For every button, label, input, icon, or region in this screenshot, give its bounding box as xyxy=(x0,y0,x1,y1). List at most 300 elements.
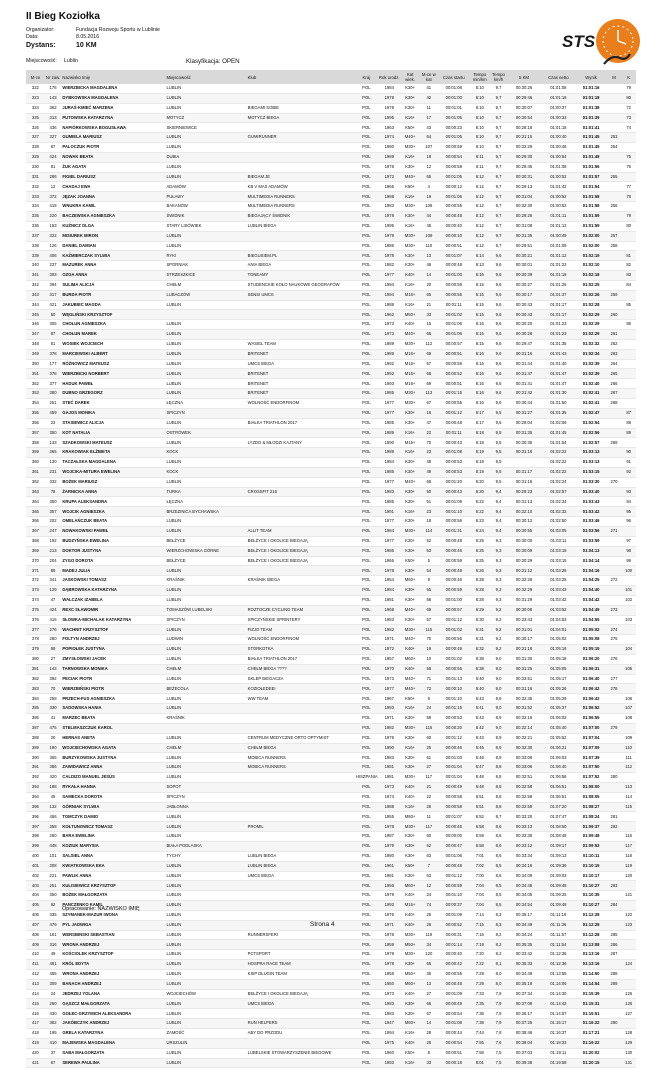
table-cell: 378 xyxy=(45,349,62,359)
table-cell: KWIATKOWSKA EKA xyxy=(61,861,165,871)
table-cell xyxy=(621,310,636,320)
table-cell: 8,7 xyxy=(490,812,507,822)
table-cell: 280 xyxy=(607,773,622,783)
table-cell: 00:39:38 xyxy=(507,1058,541,1068)
table-cell: 6:18 xyxy=(469,428,490,438)
table-cell: POL xyxy=(355,704,378,714)
table-cell: 00:32:58 xyxy=(507,782,541,792)
table-cell: 01:01:54 xyxy=(541,438,575,448)
table-cell: 1983 xyxy=(378,487,401,497)
table-cell: WASIEL TEAM xyxy=(247,339,355,349)
table-cell: KOŁTUNOWICZ TOMASZ xyxy=(61,822,165,832)
table-cell: 00:00:48 xyxy=(438,979,469,989)
table-cell xyxy=(621,812,636,822)
table-cell: 01:03:42 xyxy=(541,595,575,605)
table-cell: 01:01:40 xyxy=(541,359,575,369)
table-cell: POL xyxy=(355,438,378,448)
table-cell xyxy=(607,251,622,261)
table-cell: 01:01:45 xyxy=(576,133,607,143)
table-cell: 6:16 xyxy=(469,349,490,359)
table-cell: WOLNOŚĆ ENDORFINOM xyxy=(247,635,355,645)
table-cell: MAZUREK ANNA xyxy=(61,261,165,271)
table-cell: BRITENET xyxy=(247,379,355,389)
table-cell: 68 xyxy=(419,369,438,379)
table-cell: 337 xyxy=(26,231,45,241)
table-cell xyxy=(247,152,355,162)
logo-text: STS xyxy=(562,32,596,51)
table-cell: BEŁŻYCE I OKOLICE BIEGAJĄ xyxy=(247,989,355,999)
table-cell xyxy=(621,969,636,979)
table-cell: WNUKRA KAMIL xyxy=(61,202,165,212)
table-row xyxy=(26,497,636,507)
table-cell: 1985 xyxy=(378,418,401,428)
table-cell: POL xyxy=(355,723,378,733)
table-cell: 62 xyxy=(45,901,62,911)
table-cell: 01:02:40 xyxy=(576,379,607,389)
table-cell: 6:10 xyxy=(469,113,490,123)
table-cell xyxy=(621,635,636,645)
table-cell: 9,5 xyxy=(490,438,507,448)
table-cell: K30+ xyxy=(401,162,420,172)
table-cell: 01:06:03 xyxy=(541,753,575,763)
table-cell xyxy=(247,723,355,733)
table-cell: 89 xyxy=(621,428,636,438)
table-cell: 131 xyxy=(621,1058,636,1068)
table-cell: 00:00:49 xyxy=(438,645,469,655)
table-cell xyxy=(247,458,355,468)
table-cell: MOBICA RUNNERS xyxy=(247,753,355,763)
table-cell: 00:00:58 xyxy=(438,802,469,812)
table-cell: 1973 xyxy=(378,330,401,340)
table-cell: 7:33 xyxy=(469,989,490,999)
table-cell: 1993 xyxy=(378,901,401,911)
table-cell: 01:02:24 xyxy=(541,477,575,487)
table-cell: 01:03:18 xyxy=(541,546,575,556)
table-cell xyxy=(607,999,622,1009)
table-cell: 00:33:43 xyxy=(507,615,541,625)
table-cell: POL xyxy=(355,320,378,330)
table-cell: LUBLIN xyxy=(165,763,246,773)
table-row xyxy=(26,714,636,724)
table-cell xyxy=(247,773,355,783)
table-cell: 1971 xyxy=(378,714,401,724)
table-cell xyxy=(607,763,622,773)
table-cell: 00:32:16 xyxy=(507,714,541,724)
table-row xyxy=(26,1058,636,1068)
table-cell: M16+ xyxy=(401,369,420,379)
table-cell: 01:04:01 xyxy=(541,625,575,635)
table-cell: 6:23 xyxy=(469,517,490,527)
table-cell xyxy=(607,615,622,625)
table-cell: CHEŁM xyxy=(165,664,246,674)
table-cell: HISZPANIA xyxy=(355,773,378,783)
table-cell: 357 xyxy=(45,507,62,517)
table-cell: LUBLIN xyxy=(165,832,246,842)
table-cell: 00:01:02 xyxy=(438,654,469,664)
table-cell: 286 xyxy=(607,940,622,950)
meta-row xyxy=(26,42,160,49)
table-cell: 28 xyxy=(419,1038,438,1048)
table-cell: 00:01:09 xyxy=(438,989,469,999)
table-cell: 6:58 xyxy=(469,822,490,832)
table-cell: ŁĘCZNA xyxy=(165,399,246,409)
table-cell xyxy=(621,241,636,251)
table-cell: 269 xyxy=(607,438,622,448)
table-cell: MADEJ JULIA xyxy=(61,566,165,576)
column-header: Nr zaw. xyxy=(45,70,62,84)
table-cell: POL xyxy=(355,497,378,507)
table-cell: KRAŚNIK xyxy=(165,576,246,586)
table-cell: BRITENET xyxy=(247,389,355,399)
table-cell: 70 xyxy=(45,684,62,694)
table-row xyxy=(26,103,636,113)
table-cell: 00:01:00 xyxy=(438,595,469,605)
table-cell: 87 xyxy=(45,330,62,340)
table-cell: K16+ xyxy=(401,1058,420,1068)
table-cell: 82 xyxy=(621,261,636,271)
table-row xyxy=(26,438,636,448)
table-row xyxy=(26,1019,636,1029)
table-cell xyxy=(607,989,622,999)
table-cell: 6:12 xyxy=(469,221,490,231)
table-cell: M30+ xyxy=(401,231,420,241)
table-cell xyxy=(607,792,622,802)
table-cell xyxy=(607,664,622,674)
table-cell: POL xyxy=(355,1048,378,1058)
table-cell: 67 xyxy=(419,1009,438,1019)
table-cell: 01:02:32 xyxy=(541,507,575,517)
table-cell: OMELAŃCZUK BEATA xyxy=(61,517,165,527)
table-cell: WERSBINSKI SEBASTIAN xyxy=(61,930,165,940)
table-cell: 46 xyxy=(419,261,438,271)
table-cell: K30+ xyxy=(401,497,420,507)
table-cell: POL xyxy=(355,231,378,241)
table-cell: 22 xyxy=(419,792,438,802)
table-cell: 430 xyxy=(45,1009,62,1019)
table-cell: 01:02:41 xyxy=(576,399,607,409)
table-cell: M30+ xyxy=(401,202,420,212)
table-cell: 00:01:02 xyxy=(438,625,469,635)
table-cell: 01:09:48 xyxy=(541,881,575,891)
table-cell xyxy=(621,901,636,911)
table-cell: 23 xyxy=(45,418,62,428)
table-cell: 53 xyxy=(419,546,438,556)
table-cell: K50+ xyxy=(401,556,420,566)
table-cell: 00:01:13 xyxy=(438,674,469,684)
table-cell: KB V MAX ADAMÓW xyxy=(247,182,355,192)
place-line xyxy=(26,58,240,65)
table-cell: CHEŁM xyxy=(165,280,246,290)
table-cell: UMCS BIEGA xyxy=(247,359,355,369)
table-cell: 111 xyxy=(621,753,636,763)
table-cell: WIERZBICKI NORBERT xyxy=(61,369,165,379)
table-cell: LUBLIN xyxy=(165,231,246,241)
table-cell: 12 xyxy=(45,182,62,192)
table-cell: 00:00:58 xyxy=(438,792,469,802)
table-row xyxy=(26,1009,636,1019)
meta-value: Fundacja Rozwoju Sportu w Lublinie xyxy=(76,27,160,33)
table-cell: KOT NATALIA xyxy=(61,428,165,438)
table-cell: 70 xyxy=(419,438,438,448)
table-cell: 00:00:53 xyxy=(438,467,469,477)
table-cell: 37 xyxy=(45,1048,62,1058)
table-cell: 394 xyxy=(26,792,45,802)
table-cell: 01:05:52 xyxy=(541,733,575,743)
table-cell: PCTSPORT xyxy=(247,950,355,960)
table-cell: K30+ xyxy=(401,458,420,468)
table-cell: 00:01:12 xyxy=(438,733,469,743)
table-cell: PANCZENKO KAMIL xyxy=(61,901,165,911)
table-cell: 260 xyxy=(45,832,62,842)
table-cell: 00:31:29 xyxy=(507,595,541,605)
table-cell: 101 xyxy=(621,586,636,596)
table-cell: CHEŁM xyxy=(165,743,246,753)
table-cell: 00:31:08 xyxy=(507,221,541,231)
table-cell: 79 xyxy=(621,84,636,93)
table-cell: 317 xyxy=(45,290,62,300)
table-cell: 00:30:07 xyxy=(507,103,541,113)
table-cell: 406 xyxy=(45,251,62,261)
table-cell: 85 xyxy=(621,300,636,310)
table-cell: 1973 xyxy=(378,782,401,792)
table-cell: 01:01:45 xyxy=(541,428,575,438)
table-cell: LUBLIN xyxy=(165,84,246,93)
table-cell: 94 xyxy=(621,497,636,507)
table-cell: 01:04:53 xyxy=(541,615,575,625)
table-cell: 01:03:40 xyxy=(576,487,607,497)
table-cell: GOŁEC-GRZYMICH ALEKSANDRA xyxy=(61,1009,165,1019)
table-cell xyxy=(247,162,355,172)
table-cell: 9,7 xyxy=(490,152,507,162)
table-cell: JURAŚ-KMIEĆ MARZENA xyxy=(61,103,165,113)
table-cell: 00:00:56 xyxy=(438,517,469,527)
table-cell: BRITENET xyxy=(247,349,355,359)
table-cell: POL xyxy=(355,546,378,556)
table-cell: LUBLIN xyxy=(165,438,246,448)
table-row xyxy=(26,841,636,851)
table-cell: PALOCZUK PIOTR xyxy=(61,143,165,153)
table-cell: M40+ xyxy=(401,133,420,143)
table-cell: 231 xyxy=(45,467,62,477)
table-cell: UMCS BIEGA xyxy=(247,999,355,1009)
table-cell: 1989 xyxy=(378,339,401,349)
table-cell: 107 xyxy=(419,143,438,153)
table-cell: KOZIUK MARYSIA xyxy=(61,841,165,851)
table-cell: 1992 xyxy=(378,369,401,379)
table-cell: POL xyxy=(355,123,378,133)
table-cell xyxy=(607,93,622,103)
table-cell: 9,7 xyxy=(490,221,507,231)
table-cell: 15 xyxy=(419,320,438,330)
table-cell: 6:26 xyxy=(469,566,490,576)
table-cell: POL xyxy=(355,871,378,881)
table-cell: POL xyxy=(355,172,378,182)
table-cell: 358 xyxy=(26,438,45,448)
table-cell: 01:20:02 xyxy=(576,1048,607,1058)
table-cell: SZADKOWSKI MATEUSZ xyxy=(61,438,165,448)
table-row xyxy=(26,162,636,172)
table-cell: 1985 xyxy=(378,467,401,477)
table-cell: 6:25 xyxy=(469,546,490,556)
table-cell: 6:20 xyxy=(469,487,490,497)
table-cell: 01:03:25 xyxy=(541,576,575,586)
table-cell: MULTIMEDIA RUNNERS xyxy=(247,202,355,212)
table-cell: 6:48 xyxy=(469,782,490,792)
table-row xyxy=(26,231,636,241)
table-cell: 8,2 xyxy=(490,940,507,950)
table-cell: 1972 xyxy=(378,172,401,182)
table-cell: 177 xyxy=(45,359,62,369)
table-cell: 00:00:59 xyxy=(438,143,469,153)
table-cell: 28 xyxy=(419,1029,438,1039)
table-cell: RYKI xyxy=(165,251,246,261)
table-cell: 350 xyxy=(26,359,45,369)
table-cell: 00:31:01 xyxy=(507,625,541,635)
table-cell: 110 xyxy=(621,743,636,753)
table-cell: 1984 xyxy=(378,458,401,468)
table-cell: 8,6 xyxy=(490,841,507,851)
table-cell: 01:17:21 xyxy=(576,1029,607,1039)
table-cell: 266 xyxy=(607,379,622,389)
table-cell: K50+ xyxy=(401,694,420,704)
table-row xyxy=(26,211,636,221)
table-cell: SABA MAŁGORZATA xyxy=(61,1048,165,1058)
table-cell: 01:10:27 xyxy=(576,901,607,911)
table-cell: K30+ xyxy=(401,418,420,428)
table-cell: 359 xyxy=(26,448,45,458)
table-cell: 9,5 xyxy=(490,428,507,438)
table-cell: 01:06:56 xyxy=(541,773,575,783)
table-cell: 01:07:20 xyxy=(541,802,575,812)
table-cell: 117 xyxy=(419,822,438,832)
table-cell: 00:00:48 xyxy=(438,536,469,546)
table-cell: HOSPRA RACE TEAM xyxy=(247,960,355,970)
table-cell: 1983 xyxy=(378,999,401,1009)
table-cell: 9,4 xyxy=(490,487,507,497)
table-cell: K40+ xyxy=(401,989,420,999)
table-cell: 00:01:03 xyxy=(438,753,469,763)
table-cell: 9,4 xyxy=(490,507,507,517)
table-cell xyxy=(621,172,636,182)
table-cell: 01:03:43 xyxy=(576,497,607,507)
table-cell: 260 xyxy=(45,999,62,1009)
table-cell: 43 xyxy=(419,123,438,133)
table-row xyxy=(26,182,636,192)
table-cell: 349 xyxy=(26,349,45,359)
table-cell: 6:28 xyxy=(469,586,490,596)
table-cell: 01:14:57 xyxy=(541,1009,575,1019)
table-cell: KRÓL EDYTA xyxy=(61,960,165,970)
table-cell: 6:25 xyxy=(469,536,490,546)
table-cell: 221 xyxy=(45,871,62,881)
table-cell: 264 xyxy=(607,359,622,369)
table-cell: 01:02:22 xyxy=(541,458,575,468)
table-cell: 421 xyxy=(45,300,62,310)
table-cell: K30+ xyxy=(401,871,420,881)
table-cell: 77 xyxy=(621,182,636,192)
table-header-row xyxy=(26,70,636,84)
table-cell: 01:02:57 xyxy=(576,438,607,448)
table-cell xyxy=(607,152,622,162)
table-cell: POL xyxy=(355,143,378,153)
table-cell: 01:01:08 xyxy=(541,162,575,172)
table-cell: 60 xyxy=(419,733,438,743)
table-cell: 41 xyxy=(419,84,438,93)
table-cell: 7,9 xyxy=(490,1009,507,1019)
table-cell: 65 xyxy=(419,960,438,970)
table-cell: NOWAKOWSKI PAWEŁ xyxy=(61,526,165,536)
table-cell: 01:03:59 xyxy=(576,536,607,546)
table-cell: 1961 xyxy=(378,861,401,871)
table-cell: M30+ xyxy=(401,625,420,635)
table-cell: 485 xyxy=(45,969,62,979)
table-cell: 8,9 xyxy=(490,714,507,724)
table-cell: 01:05:18 xyxy=(541,654,575,664)
table-cell: 6:43 xyxy=(469,714,490,724)
table-cell: K30+ xyxy=(401,566,420,576)
table-cell: 6:29 xyxy=(469,605,490,615)
table-cell: 12 xyxy=(419,162,438,172)
table-cell: 6:15 xyxy=(469,280,490,290)
table-cell: 00:33:35 xyxy=(507,832,541,842)
table-cell: K16+ xyxy=(401,280,420,290)
table-cell: POL xyxy=(355,349,378,359)
table-cell: 00:30:29 xyxy=(507,556,541,566)
table-cell: 00:00:52 xyxy=(438,920,469,930)
table-cell: 260 xyxy=(607,310,622,320)
table-cell xyxy=(607,418,622,428)
table-cell: 192 xyxy=(45,536,62,546)
table-cell: POL xyxy=(355,792,378,802)
table-cell: 316 xyxy=(45,940,62,950)
table-cell: 00:31:25 xyxy=(507,664,541,674)
table-cell: 01:06:31 xyxy=(576,664,607,674)
table-row xyxy=(26,773,636,783)
table-cell: 01:01:39 xyxy=(576,113,607,123)
table-cell: 01:02:18 xyxy=(576,271,607,281)
table-cell: 8,2 xyxy=(490,950,507,960)
table-cell: 00:37:34 xyxy=(507,989,541,999)
table-cell: 01:04:14 xyxy=(576,556,607,566)
table-cell: ANIA BIEGA xyxy=(247,261,355,271)
table-cell: KRAŚNIK xyxy=(165,714,246,724)
table-cell: 132 xyxy=(45,802,62,812)
table-cell: 60 xyxy=(419,832,438,842)
table-cell: 1981 xyxy=(378,773,401,783)
table-cell: 365 xyxy=(45,448,62,458)
table-row xyxy=(26,448,636,458)
table-cell: K50+ xyxy=(401,182,420,192)
table-cell: 408 xyxy=(26,930,45,940)
table-cell: K50+ xyxy=(401,861,420,871)
table-cell: 237 xyxy=(45,261,62,271)
table-cell: GUMIELA MARIUSZ xyxy=(61,133,165,143)
table-cell: 6:12 xyxy=(469,192,490,202)
table-cell: 9,7 xyxy=(490,162,507,172)
table-cell: 01:01:43 xyxy=(541,349,575,359)
table-cell: TONEAMY xyxy=(247,271,355,281)
table-cell: 01:19:11 xyxy=(541,1048,575,1058)
table-cell: M50+ xyxy=(401,310,420,320)
table-cell xyxy=(247,408,355,418)
table-cell: 00:00:51 xyxy=(438,379,469,389)
table-cell: POL xyxy=(355,389,378,399)
table-cell: RUN HELPERS xyxy=(247,1019,355,1029)
table-cell: RUNNERSFERI xyxy=(247,930,355,940)
table-cell: 420 xyxy=(45,773,62,783)
table-cell: 01:01:56 xyxy=(576,162,607,172)
table-cell: 6:31 xyxy=(469,625,490,635)
